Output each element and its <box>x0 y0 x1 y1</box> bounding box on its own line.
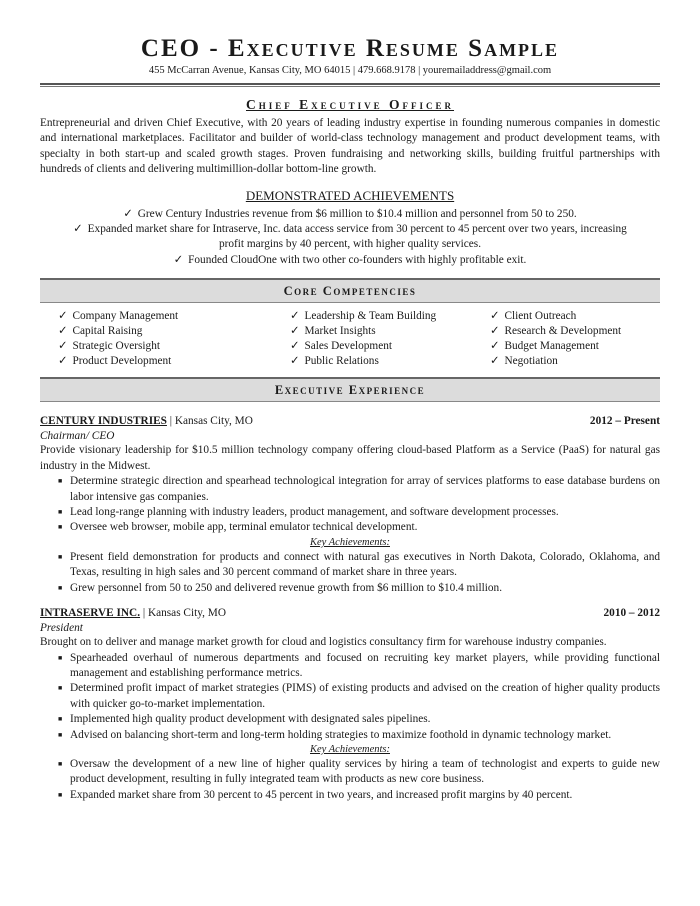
company-location: | Kansas City, MO <box>166 415 253 428</box>
job-entry-century <box>40 414 660 596</box>
list-item: ✓ Company Management <box>58 310 179 323</box>
job-position: President <box>40 622 83 635</box>
company-location: | Kansas City, MO <box>140 607 226 620</box>
list-item: ■ Expanded market share from 30 percent to 45 percent in two years, and increased profit margins by 40 percent. <box>58 788 660 803</box>
company-name: CENTURY INDUSTRIES <box>40 415 167 428</box>
list-item: ■ Implemented high quality product development with designated sales pipelines. <box>58 712 660 727</box>
list-item: ✓ Strategic Oversight <box>58 339 160 352</box>
list-item: ✓ Founded CloudOne with two other co-founders with highly profitable exit. <box>173 253 527 266</box>
key-achievements-label: Key Achievements: <box>310 743 390 755</box>
competencies-grid <box>58 309 660 368</box>
check-icon: ✓ <box>290 339 300 352</box>
achievements-heading: DEMONSTRATED ACHIEVEMENTS <box>245 187 455 203</box>
list-item: ✓ Market Insights <box>290 325 376 338</box>
list-item: ■ Grew personnel from 50 to 250 and delivered revenue growth from $6 million to $10.4 million. <box>58 581 660 596</box>
job-description: Provide visionary leadership for $10.5 million technology company offering cloud-based Platform as a Service (PaaS) for natural gas industry in the Midwest. <box>40 444 660 472</box>
list-item: ✓ Research & Development <box>490 325 622 338</box>
list-item: ✓ Leadership & Team Building <box>290 310 437 323</box>
summary-paragraph: Entrepreneurial and driven Chief Executive, with 20 years of leading industry expertise in founding numerous companies in domestic and international marketplaces. Facilitator and builder of world-class technology management and product development teams, with specialty in both start-up and scaled growth stages. Proven fundraising and networking skills, building fruitful partnerships with hundreds of clients and delivering multimillion-dollar bottom-line growth. <box>40 117 660 176</box>
header-divider <box>40 83 660 85</box>
check-icon: ✓ <box>73 223 83 236</box>
check-icon: ✓ <box>490 354 500 367</box>
check-icon: ✓ <box>290 325 300 338</box>
check-icon: ✓ <box>490 310 500 323</box>
job-achievements <box>40 757 660 803</box>
header-divider-thin <box>40 86 660 87</box>
job-duties <box>40 474 660 536</box>
list-item: ✓ Grew Century Industries revenue from $6 million to $10.4 million and personnel from 50 to 250. <box>123 207 577 220</box>
check-icon: ✓ <box>58 339 68 352</box>
job-entry-intraserve <box>40 606 660 803</box>
list-item: ■ Determined profit impact of market strategies (PIMS) of existing products and advised on the creation of higher quality products with quicker go-to-market implementation. <box>58 681 660 712</box>
check-icon: ✓ <box>290 354 300 367</box>
contact-line: 455 McCarran Avenue, Kansas City, MO 64015 | 479.668.9178 | youremailaddress@gmail.com <box>148 65 552 76</box>
job-description: Brought on to deliver and manage market growth for cloud and logistics consultancy firm for warehouse industry companies. <box>40 636 607 649</box>
job-achievements <box>40 550 660 596</box>
job-duties <box>40 651 660 743</box>
company-name: INTRASERVE INC. <box>40 607 141 620</box>
role-title: Chief Executive Officer <box>245 97 455 112</box>
key-achievements-label: Key Achievements: <box>310 536 390 548</box>
job-position: Chairman/ CEO <box>40 430 115 443</box>
resume-title: CEO - Executive Resume Sample <box>140 35 560 62</box>
competencies-heading: Core Competencies <box>40 278 660 303</box>
list-item: ■ Oversee web browser, mobile app, terminal emulator technical development. <box>58 520 660 535</box>
check-icon: ✓ <box>173 253 184 266</box>
list-item: ■ Advised on balancing short-term and long-term holding strategies to maximize foothold in dynamic technology market. <box>58 728 660 743</box>
list-item: ✓ Expanded market share for Intraserve, Inc. data access service from 30 percent to 45 percent over two years, increasing profit margins by 40 percent, with higher quality services. <box>73 223 627 251</box>
list-item: ✓ Budget Management <box>490 339 599 352</box>
list-item: ■ Lead long-range planning with industry leaders, product management, and software development processes. <box>58 505 660 520</box>
company-line <box>40 606 660 621</box>
list-item: ✓ Sales Development <box>290 339 392 352</box>
check-icon: ✓ <box>490 339 500 352</box>
list-item: ■ Determine strategic direction and spearhead technological integration for array of services platforms to ease database burdens on labor intensive gas companies. <box>58 474 660 505</box>
job-dates: 2010 – 2012 <box>603 607 660 620</box>
list-item: ✓ Product Development <box>58 354 172 367</box>
list-item: ■ Present field demonstration for products and connect with natural gas executives in North Dakota, Colorado, Oklahoma, and Texas, resulting in high sales and 30 percent command of market share in three years. <box>58 550 660 581</box>
check-icon: ✓ <box>58 325 68 338</box>
check-icon: ✓ <box>58 310 68 323</box>
list-item: ✓ Capital Raising <box>58 325 143 338</box>
list-item: ■ Oversaw the development of a new line of higher quality services by hiring a team of technologist and experts to guide new product development, resulting in fully integrated team with products as new core business. <box>58 757 660 788</box>
check-icon: ✓ <box>490 325 500 338</box>
check-icon: ✓ <box>58 354 68 367</box>
achievements-list <box>40 207 660 269</box>
competencies-column-1 <box>58 309 290 368</box>
check-icon: ✓ <box>290 310 300 323</box>
competencies-column-2 <box>290 309 490 368</box>
list-item: ✓ Public Relations <box>290 354 379 367</box>
company-line <box>40 414 660 429</box>
list-item: ■ Spearheaded overhaul of numerous departments and focused on recruiting key market players, while providing functional management and establishing performance metrics. <box>58 651 660 682</box>
competencies-column-3 <box>490 309 621 368</box>
check-icon: ✓ <box>123 207 133 220</box>
list-item: ✓ Client Outreach <box>490 310 577 323</box>
job-dates: 2012 – Present <box>589 415 660 428</box>
experience-heading: Executive Experience <box>40 377 660 402</box>
list-item: ✓ Negotiation <box>490 354 558 367</box>
